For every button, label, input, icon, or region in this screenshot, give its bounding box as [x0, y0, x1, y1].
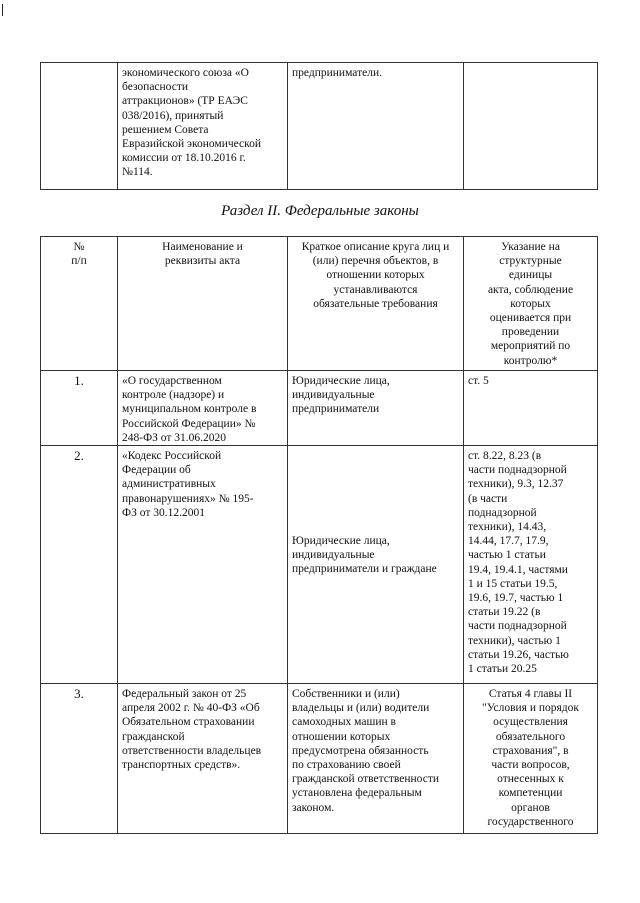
table-row: [41, 684, 598, 834]
header-units: Указание на структурные единицы акта, соблюдение которых оценивается при проведении мероприятий по контролю*: [464, 237, 598, 371]
cell-subjects: предприниматели.: [288, 63, 464, 190]
page-edge-mark: [2, 4, 3, 16]
cell-units: Статья 4 главы II "Условия и порядок осуществления обязательного страхования", в части вопросов, отнесенных к компетенции органов государственного: [464, 684, 598, 834]
table-header-row: [41, 237, 598, 371]
cell-act-name: «О государственном контроле (надзоре) и муниципальном контроле в Российской Федерации» № 248-ФЗ от 31.06.2020: [118, 371, 288, 446]
cell-act-name: Федеральный закон от 25 апреля 2002 г. № 40-ФЗ «Об Обязательном страховании гражданской ответственности владельцев транспортных средств».: [118, 684, 288, 834]
cell-act-name: экономического союза «О безопасности аттракционов» (ТР ЕАЭС 038/2016), принятый решением Совета Евразийской экономической комиссии от 18.10.2016 г. №114.: [118, 63, 288, 190]
cell-num: 3.: [41, 684, 118, 834]
continuation-table: [40, 62, 598, 190]
cell-units: ст. 5: [464, 371, 598, 446]
cell-units: [464, 63, 598, 190]
cell-num: 2.: [41, 446, 118, 684]
cell-act-name: «Кодекс Российской Федерации об административных правонарушениях» № 195- ФЗ от 30.12.2001: [118, 446, 288, 684]
cell-subjects: Юридические лица, индивидуальные предприниматели и граждане: [288, 446, 464, 684]
header-act-name: Наименование и реквизиты акта: [118, 237, 288, 371]
table-row: [41, 63, 598, 190]
table-row: [41, 446, 598, 684]
cell-subjects: Юридические лица, индивидуальные предприниматели: [288, 371, 464, 446]
section-title: Раздел II. Федеральные законы: [221, 203, 419, 219]
cell-units: ст. 8.22, 8.23 (в части поднадзорной техники), 9.3, 12.37 (в части поднадзорной техники), 14.43, 14.44, 17.7, 17.9, частью 1 статьи 19.4, 19.4.1, частями 1 и 15 статьи 19.5, 19.6, 19.7, частью 1 статьи 19.22 (в части поднадзорной техники), частью 1 статьи 19.26, частью 1 статьи 20.25: [464, 446, 598, 684]
cell-num: [41, 63, 118, 190]
cell-subjects: Собственники и (или) владельцы и (или) водители самоходных машин в отношении которых предусмотрена обязанность по страхованию своей гражданской ответственности установлена федеральным законом.: [288, 684, 464, 834]
cell-num: 1.: [41, 371, 118, 446]
header-num: № п/п: [41, 237, 118, 371]
header-subjects: Краткое описание круга лиц и (или) перечня объектов, в отношении которых устанавливаются обязательные требования: [288, 237, 464, 371]
table-row: [41, 371, 598, 446]
federal-laws-table: [40, 236, 598, 834]
